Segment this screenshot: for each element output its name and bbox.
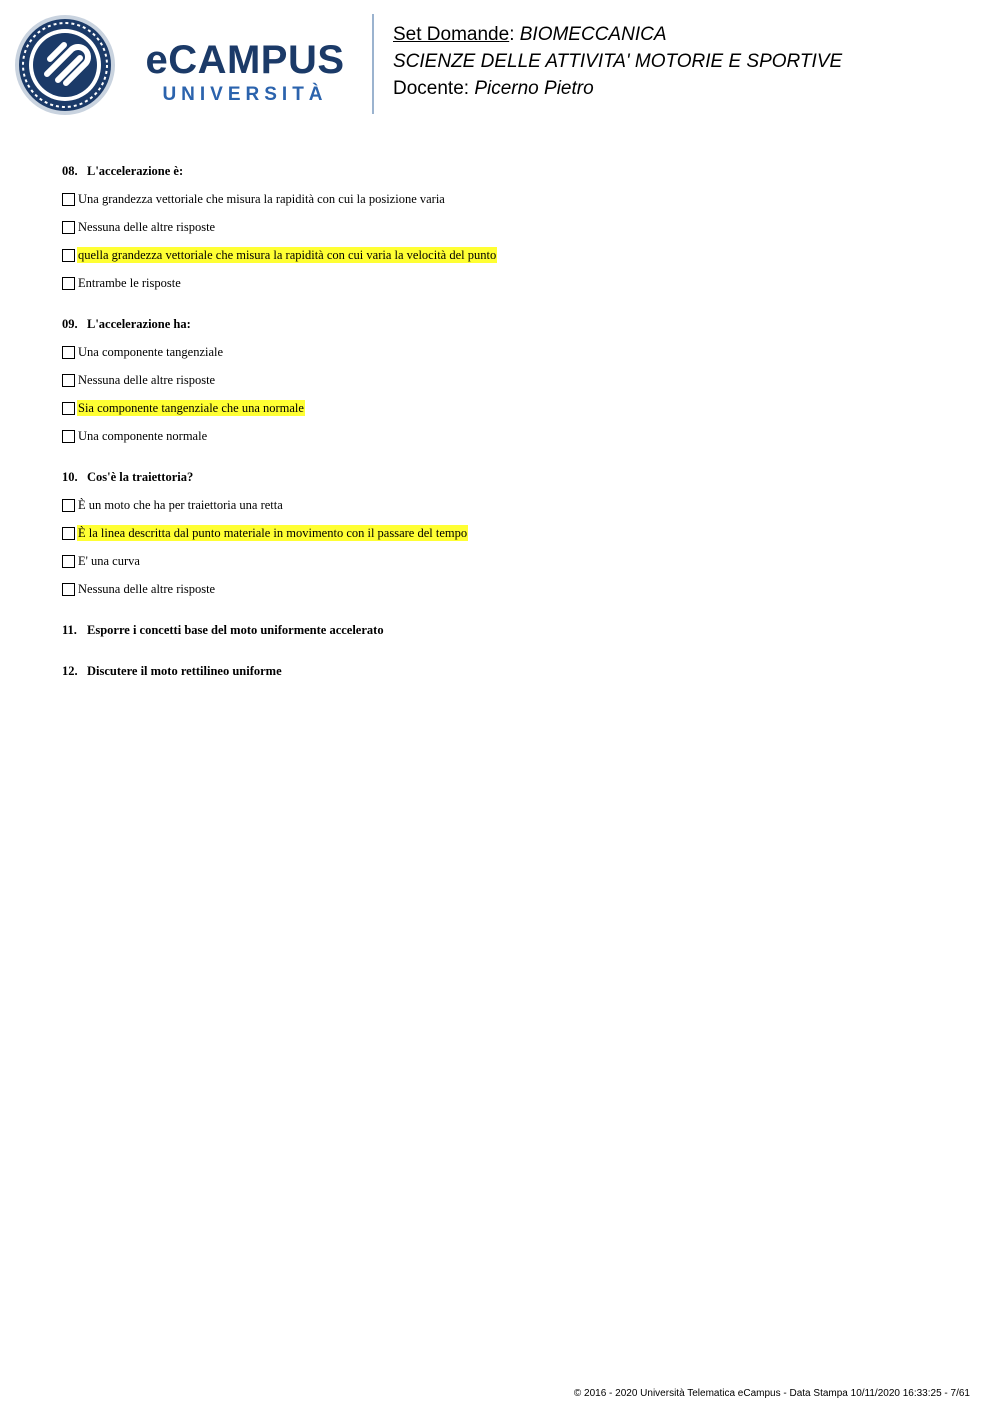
- question-text: Discutere il moto rettilineo uniforme: [87, 664, 282, 678]
- question-list: [62, 162, 962, 680]
- set-label: Set Domande: [393, 24, 510, 45]
- answer-text-highlighted: quella grandezza vettoriale che misura la rapidità con cui varia la velocità del punto: [78, 248, 497, 262]
- question-title: [62, 468, 962, 486]
- answer-checkbox[interactable]: [62, 277, 75, 290]
- answer-text: Nessuna delle altre risposte: [78, 582, 216, 596]
- teacher-name: Picerno Pietro: [474, 78, 594, 99]
- question-text: L'accelerazione è:: [87, 164, 184, 178]
- answer-checkbox[interactable]: [62, 583, 75, 596]
- answer-option[interactable]: [62, 427, 962, 445]
- set-line: Set Domande: BIOMECCANICA: [393, 24, 667, 45]
- answer-checkbox[interactable]: [62, 249, 75, 262]
- answer-option[interactable]: [62, 218, 962, 236]
- answer-option[interactable]: [62, 246, 962, 264]
- question-number: 08.: [62, 164, 78, 178]
- question-spacer: [62, 639, 962, 662]
- answer-text: Entrambe le risposte: [78, 276, 181, 290]
- answer-option[interactable]: [62, 524, 962, 542]
- answer-checkbox[interactable]: [62, 402, 75, 415]
- teacher-label: Docente:: [393, 78, 470, 99]
- answer-text: Una grandezza vettoriale che misura la rapidità con cui la posizione varia: [78, 192, 445, 206]
- question-text: L'accelerazione ha:: [87, 317, 191, 331]
- answer-option[interactable]: [62, 343, 962, 361]
- question-number: 12.: [62, 664, 78, 678]
- answer-option[interactable]: [62, 580, 962, 598]
- question-title: [62, 162, 962, 180]
- ecampus-logo-icon: [14, 14, 116, 116]
- answer-text-highlighted: È la linea descritta dal punto materiale in movimento con il passare del tempo: [78, 526, 468, 540]
- teacher-line: [393, 75, 842, 102]
- brand: [134, 38, 356, 110]
- answer-checkbox[interactable]: [62, 499, 75, 512]
- answer-option[interactable]: [62, 274, 962, 292]
- question-spacer: [62, 445, 962, 468]
- answer-option[interactable]: [62, 190, 962, 208]
- answer-checkbox[interactable]: [62, 374, 75, 387]
- question-title: [62, 662, 962, 680]
- answer-text: Nessuna delle altre risposte: [78, 220, 216, 234]
- question-number: 10.: [62, 470, 78, 484]
- answer-option[interactable]: [62, 496, 962, 514]
- question-number: 09.: [62, 317, 78, 331]
- question-number: 11.: [62, 623, 77, 637]
- question-title: [62, 621, 962, 639]
- brand-subtitle: UNIVERSITÀ: [162, 84, 328, 105]
- answer-option[interactable]: [62, 552, 962, 570]
- answer-checkbox[interactable]: [62, 221, 75, 234]
- brand-name: eCAMPUS: [145, 38, 345, 82]
- answer-checkbox[interactable]: [62, 527, 75, 540]
- question-text: Cos'è la traiettoria?: [87, 470, 194, 484]
- answer-text-highlighted: Sia componente tangenziale che una normale: [78, 401, 304, 415]
- question-text: Esporre i concetti base del moto uniformente accelerato: [87, 623, 384, 637]
- question-title: [62, 315, 962, 333]
- answer-text: Una componente tangenziale: [78, 345, 224, 359]
- set-value: BIOMECCANICA: [519, 24, 667, 45]
- document-header: [393, 21, 842, 102]
- page-footer: © 2016 - 2020 Università Telematica eCampus - Data Stampa 10/11/2020 16:33:25 - 7/61: [573, 1388, 970, 1399]
- answer-checkbox[interactable]: [62, 193, 75, 206]
- answer-text: Nessuna delle altre risposte: [78, 373, 216, 387]
- answer-text: È un moto che ha per traiettoria una retta: [78, 498, 283, 512]
- answer-option[interactable]: [62, 371, 962, 389]
- answer-text: E' una curva: [78, 554, 140, 568]
- answer-checkbox[interactable]: [62, 430, 75, 443]
- answer-option[interactable]: [62, 399, 962, 417]
- answer-checkbox[interactable]: [62, 346, 75, 359]
- answer-text: Una componente normale: [78, 429, 208, 443]
- question-spacer: [62, 292, 962, 315]
- header-divider: [372, 14, 374, 114]
- question-spacer: [62, 598, 962, 621]
- course-title: SCIENZE DELLE ATTIVITA' MOTORIE E SPORTIVE: [393, 51, 843, 72]
- answer-checkbox[interactable]: [62, 555, 75, 568]
